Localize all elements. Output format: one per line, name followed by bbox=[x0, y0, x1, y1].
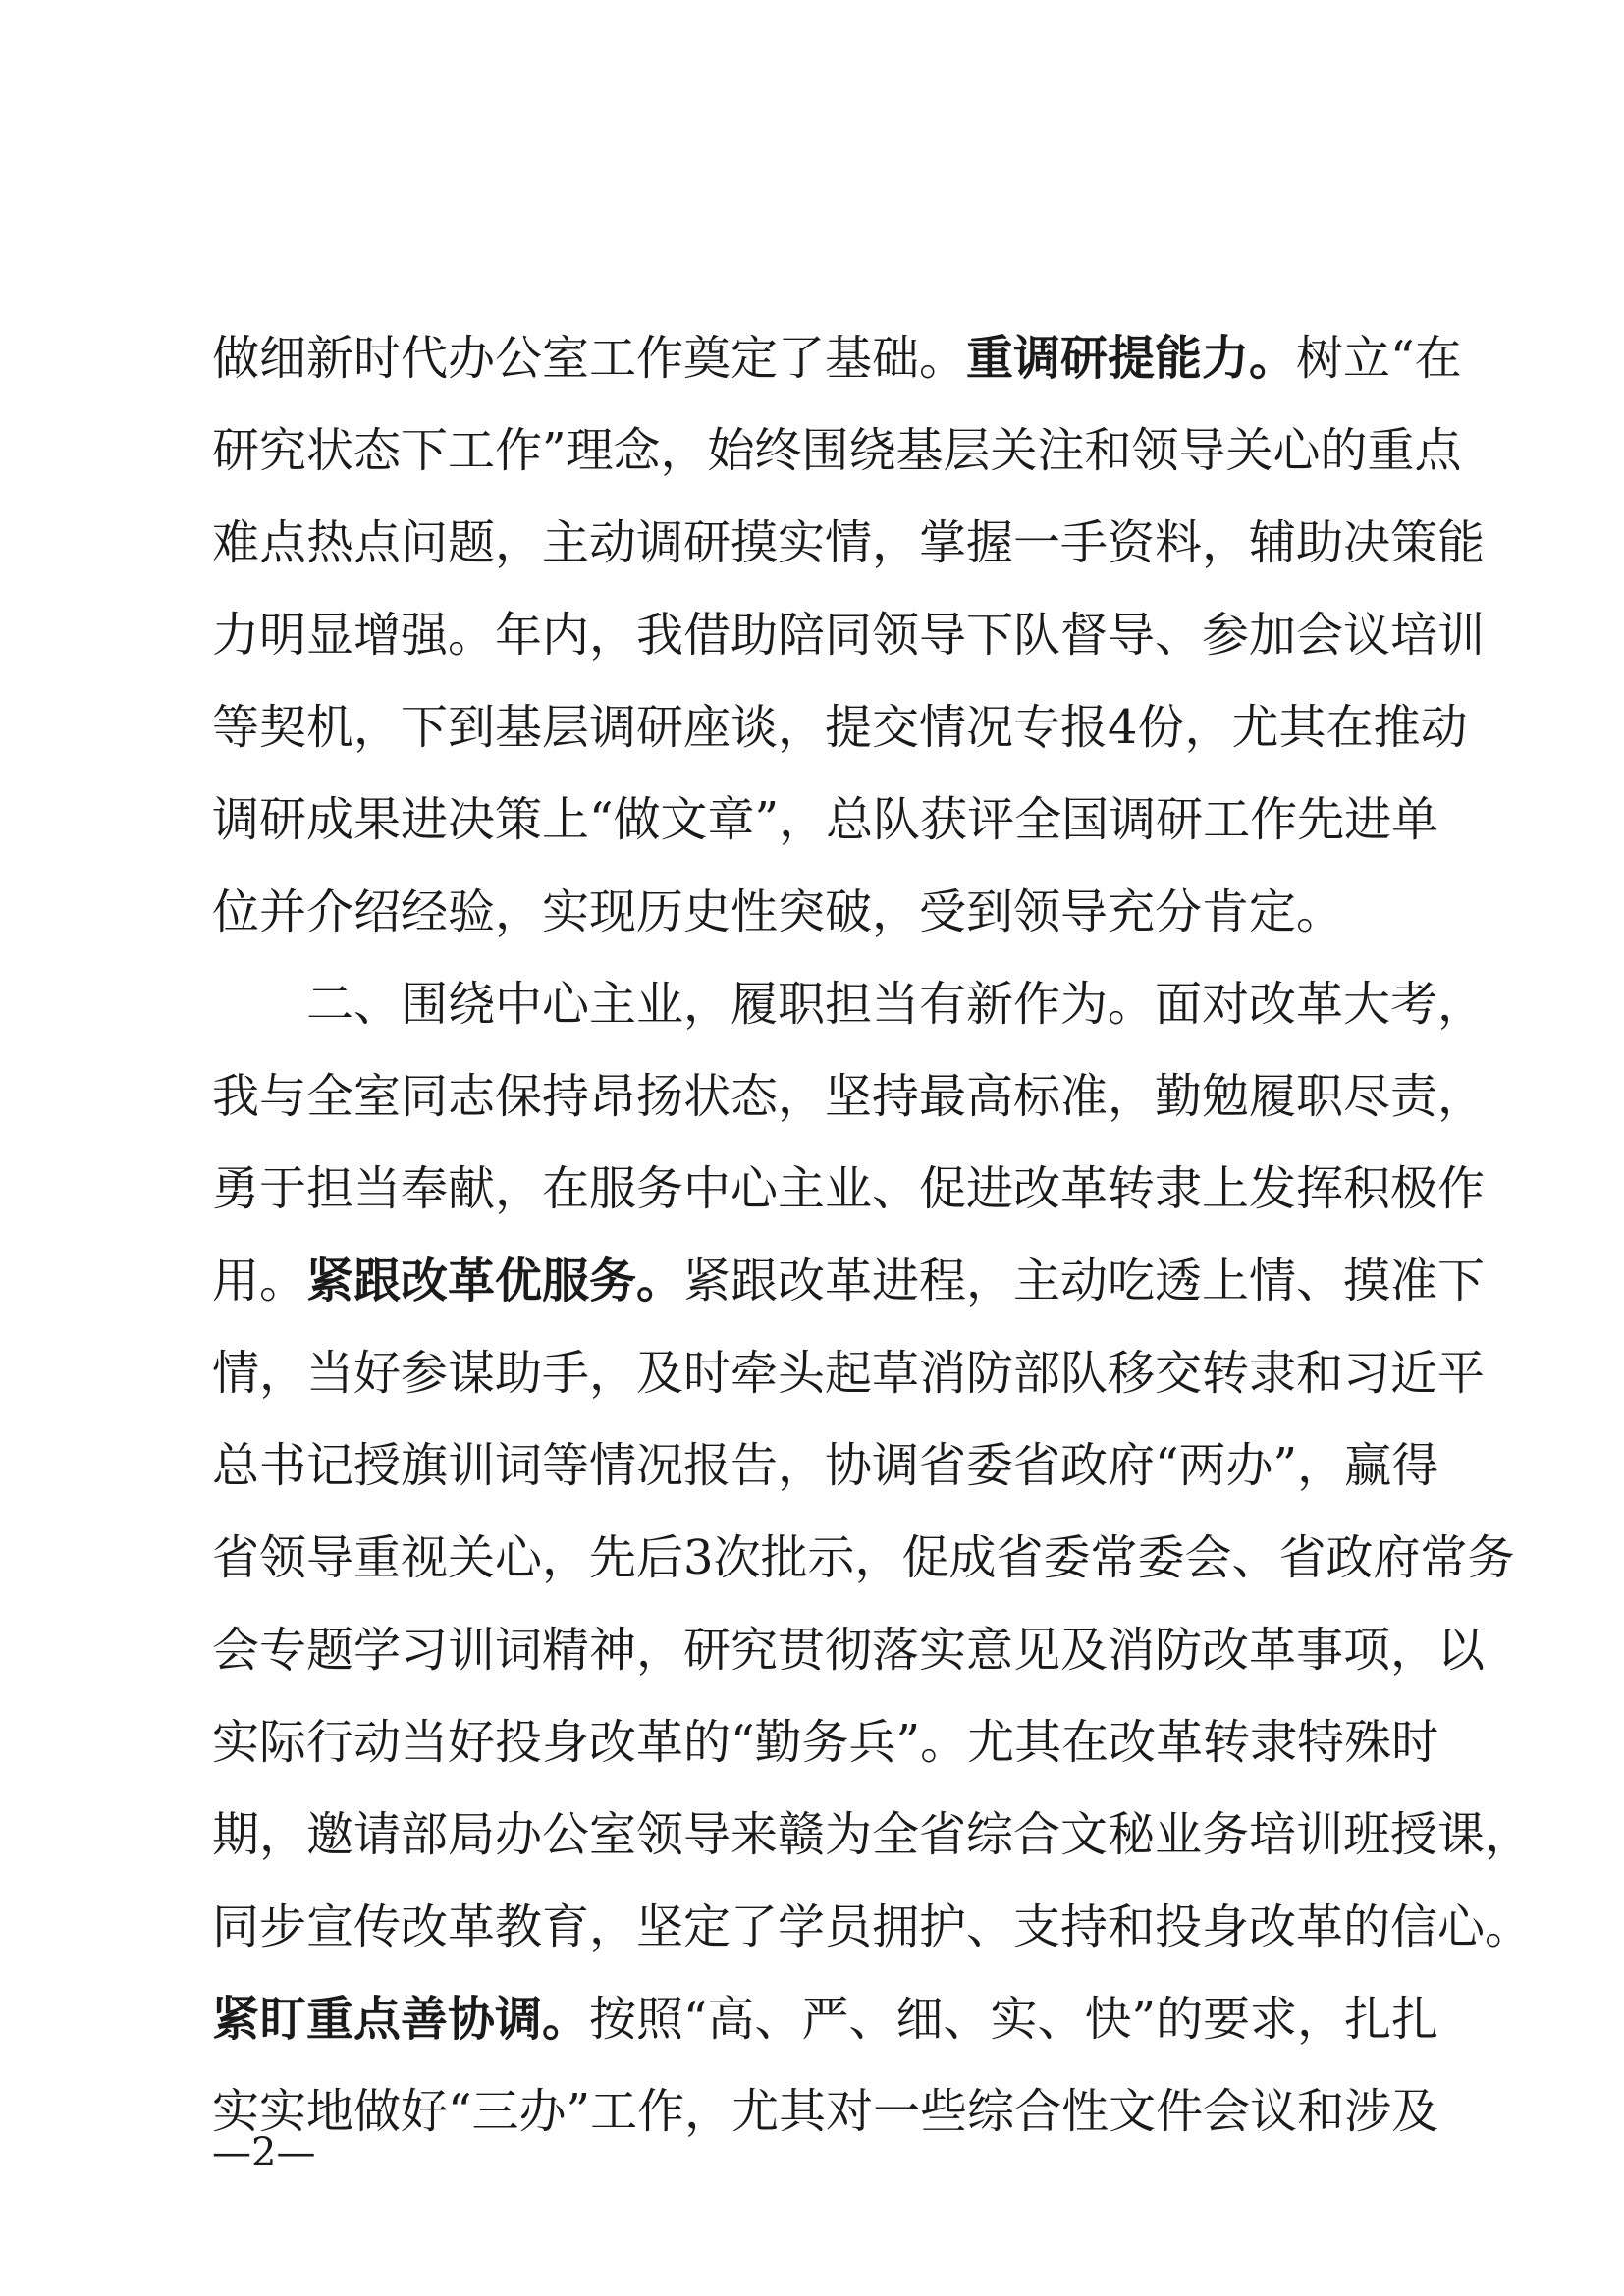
text-segment: 按照“高、严、细、实、快”的要求，扎扎 bbox=[589, 1992, 1439, 2047]
text-line bbox=[212, 1235, 1486, 1327]
text-line: 力明显增强。年内，我借助陪同领导下队督导、参加会议培训 bbox=[212, 608, 1486, 663]
text-line: 情，当好参谋助手，及时牵头起草消防部队移交转隶和习近平 bbox=[212, 1346, 1486, 1401]
text-line: 勇于担当奉献，在服务中心主业、促进改革转隶上发挥积极作 bbox=[212, 1161, 1486, 1216]
text-segment: 紧跟改革进程，主动吃透上情、摸准下 bbox=[683, 1254, 1486, 1308]
text-line: 期，邀请部局办公室领导来赣为全省综合文秘业务培训班授课， bbox=[212, 1807, 1533, 1862]
bold-heading: 紧跟改革优服务。 bbox=[306, 1254, 684, 1308]
text-line bbox=[212, 1973, 1439, 2065]
text-line: 同步宣传改革教育，坚定了学员拥护、支持和投身改革的信心。 bbox=[212, 1899, 1533, 1954]
text-line bbox=[212, 312, 1462, 404]
body-text bbox=[212, 312, 1533, 2158]
text-line: 难点热点问题，主动调研摸实情，掌握一手资料，辅助决策能 bbox=[212, 515, 1486, 570]
text-line: 等契机，下到基层调研座谈，提交情况专报4份，尤其在推动 bbox=[212, 700, 1468, 755]
text-line: 会专题学习训词精神，研究贯彻落实意见及消防改革事项，以 bbox=[212, 1623, 1486, 1678]
bold-heading: 重调研提能力。 bbox=[966, 331, 1297, 386]
text-segment: 做细新时代办公室工作奠定了基础。 bbox=[212, 331, 967, 386]
page-number: —2— bbox=[212, 2130, 316, 2175]
text-line: 研究状态下工作”理念，始终围绕基层关注和领导关心的重点 bbox=[212, 423, 1462, 478]
text-line: 实实地做好“三办”工作，尤其对一些综合性文件会议和涉及 bbox=[212, 2084, 1439, 2139]
section-heading-line: 二、围绕中心主业，履职担当有新作为。面对改革大考， bbox=[306, 977, 1486, 1032]
text-line: 调研成果进决策上“做文章”，总队获评全国调研工作先进单 bbox=[212, 792, 1439, 847]
text-line: 省领导重视关心，先后3次批示，促成省委常委会、省政府常务 bbox=[212, 1530, 1515, 1585]
text-line: 实际行动当好投身改革的“勤务兵”。尤其在改革转隶特殊时 bbox=[212, 1715, 1439, 1770]
text-line: 我与全室同志保持昂扬状态，坚持最高标准，勤勉履职尽责， bbox=[212, 1069, 1486, 1124]
text-segment: 用。 bbox=[212, 1254, 307, 1308]
text-line: 位并介绍经验，实现历史性突破，受到领导充分肯定。 bbox=[212, 884, 1344, 939]
text-segment: 树立“在 bbox=[1296, 331, 1462, 386]
bold-heading: 紧盯重点善协调。 bbox=[212, 1992, 590, 2047]
text-line: 总书记授旗训词等情况报告，协调省委省政府“两办”，赢得 bbox=[212, 1438, 1439, 1493]
